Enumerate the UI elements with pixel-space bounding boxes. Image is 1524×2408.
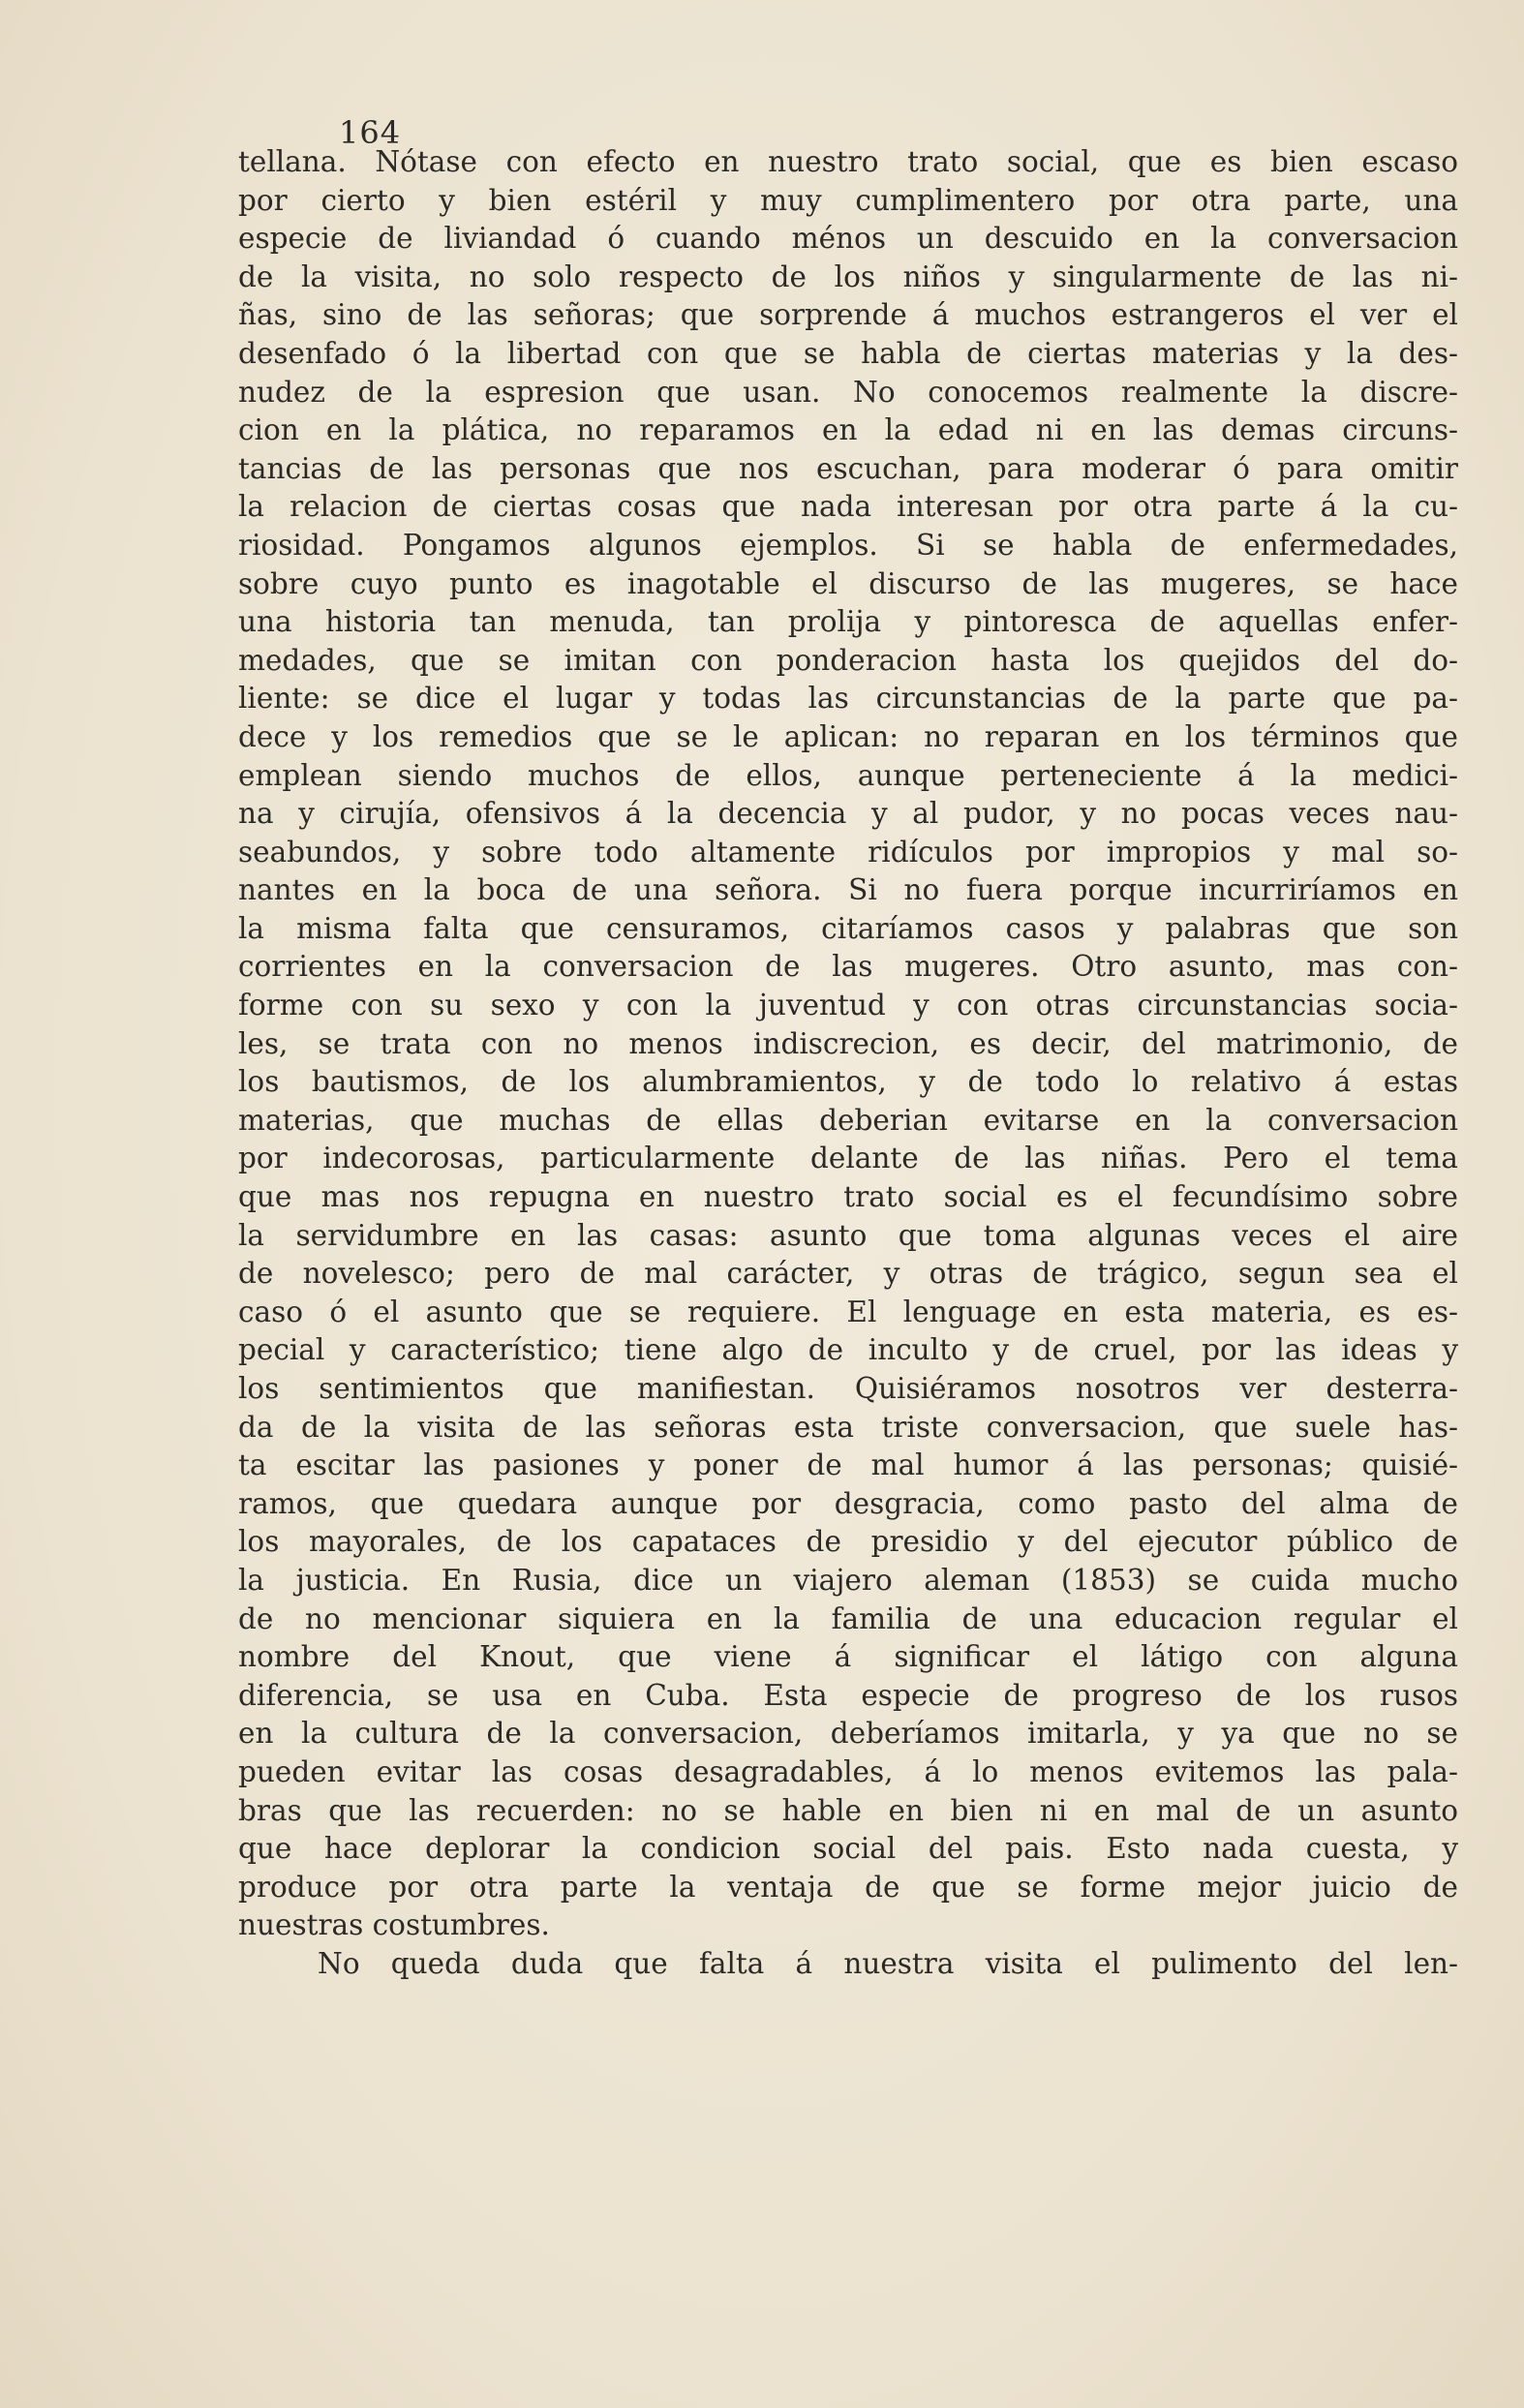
text-line: nuestras costumbres. bbox=[238, 1908, 550, 1942]
text-line: ñas, sino de las señoras; que sorprende á muchos estrangeros el ver el bbox=[238, 298, 1458, 332]
text-line: na y cirujía, ofensivos á la decencia y al pudor, y no pocas veces nau- bbox=[238, 797, 1458, 831]
text-line: les, se trata con no menos indiscrecion, es decir, del matrimonio, de bbox=[238, 1026, 1458, 1060]
text-line: nantes en la boca de una señora. Si no fuera porque incurriríamos en bbox=[238, 873, 1458, 907]
text-line: tellana. Nótase con efecto en nuestro trato social, que es bien escaso bbox=[238, 145, 1458, 178]
text-line: la misma falta que censuramos, citaríamos casos y palabras que son bbox=[238, 911, 1458, 945]
text-line: por indecorosas, particularmente delante de las niñas. Pero el tema bbox=[238, 1142, 1458, 1175]
text-line: la justicia. En Rusia, dice un viajero aleman (1853) se cuida mucho bbox=[238, 1563, 1458, 1597]
text-line: los mayorales, de los capataces de presidio y del ejecutor público de bbox=[238, 1525, 1458, 1559]
text-line: una historia tan menuda, tan prolija y pintoresca de aquellas enfer- bbox=[238, 605, 1458, 639]
text-line: de novelesco; pero de mal carácter, y otras de trágico, segun sea el bbox=[238, 1257, 1458, 1291]
text-line: caso ó el asunto que se requiere. El lenguage en esta materia, es es- bbox=[238, 1295, 1458, 1328]
body-text bbox=[238, 143, 1458, 1984]
text-line: pecial y característico; tiene algo de inculto y de cruel, por las ideas y bbox=[238, 1333, 1458, 1367]
text-line: dece y los remedios que se le aplican: no reparan en los términos que bbox=[238, 719, 1458, 753]
text-line: sobre cuyo punto es inagotable el discurso de las mugeres, se hace bbox=[238, 566, 1458, 600]
text-line: medades, que se imitan con ponderacion hasta los quejidos del do- bbox=[238, 643, 1458, 677]
text-line: la relacion de ciertas cosas que nada interesan por otra parte á la cu- bbox=[238, 490, 1458, 524]
text-line: especie de liviandad ó cuando ménos un descuido en la conversacion bbox=[238, 222, 1458, 256]
text-line: seabundos, y sobre todo altamente ridículos por impropios y mal so- bbox=[238, 835, 1458, 869]
text-line: de no mencionar siquiera en la familia de una educacion regular el bbox=[238, 1601, 1458, 1635]
text-line: nudez de la espresion que usan. No conocemos realmente la discre- bbox=[238, 375, 1458, 409]
text-line: ta escitar las pasiones y poner de mal humor á las personas; quisié- bbox=[238, 1448, 1458, 1482]
text-line: da de la visita de las señoras esta triste conversacion, que suele has- bbox=[238, 1410, 1458, 1444]
text-line: No queda duda que falta á nuestra visita el pulimento del len- bbox=[318, 1946, 1458, 1980]
text-line: tancias de las personas que nos escuchan, para moderar ó para omitir bbox=[238, 451, 1458, 485]
text-line: que hace deplorar la condicion social del pais. Esto nada cuesta, y bbox=[238, 1832, 1458, 1866]
text-line: desenfado ó la libertad con que se habla de ciertas materias y la des- bbox=[238, 336, 1458, 370]
text-line: forme con su sexo y con la juventud y con otras circunstancias socia- bbox=[238, 989, 1458, 1022]
text-line: la servidumbre en las casas: asunto que toma algunas veces el aire bbox=[238, 1218, 1458, 1252]
text-line: los bautismos, de los alumbramientos, y de todo lo relativo á estas bbox=[238, 1065, 1458, 1099]
text-line: emplean siendo muchos de ellos, aunque perteneciente á la medici- bbox=[238, 758, 1458, 792]
page-number: 164 bbox=[339, 114, 402, 151]
text-line: liente: se dice el lugar y todas las circunstancias de la parte que pa- bbox=[238, 682, 1458, 716]
text-line: en la cultura de la conversacion, deberíamos imitarla, y ya que no se bbox=[238, 1717, 1458, 1751]
text-line: corrientes en la conversacion de las mugeres. Otro asunto, mas con- bbox=[238, 950, 1458, 984]
text-line: ramos, que quedara aunque por desgracia, como pasto del alma de bbox=[238, 1486, 1458, 1520]
text-line: bras que las recuerden: no se hable en bien ni en mal de un asunto bbox=[238, 1793, 1458, 1827]
text-line: pueden evitar las cosas desagradables, á lo menos evitemos las pala- bbox=[238, 1754, 1458, 1788]
text-line: nombre del Knout, que viene á significar el látigo con alguna bbox=[238, 1640, 1458, 1674]
text-line: los sentimientos que manifiestan. Quisiéramos nosotros ver desterra- bbox=[238, 1372, 1458, 1405]
text-line: que mas nos repugna en nuestro trato social es el fecundísimo sobre bbox=[238, 1180, 1458, 1214]
text-line: riosidad. Pongamos algunos ejemplos. Si se habla de enfermedades, bbox=[238, 528, 1458, 562]
text-line: produce por otra parte la ventaja de que se forme mejor juicio de bbox=[238, 1870, 1458, 1904]
text-line: de la visita, no solo respecto de los niños y singularmente de las ni- bbox=[238, 259, 1458, 293]
text-line: diferencia, se usa en Cuba. Esta especie de progreso de los rusos bbox=[238, 1678, 1458, 1712]
text-line: por cierto y bien estéril y muy cumplimentero por otra parte, una bbox=[238, 183, 1458, 217]
text-line: materias, que muchas de ellas deberian evitarse en la conversacion bbox=[238, 1103, 1458, 1137]
text-line: cion en la plática, no reparamos en la edad ni en las demas circuns- bbox=[238, 413, 1458, 447]
